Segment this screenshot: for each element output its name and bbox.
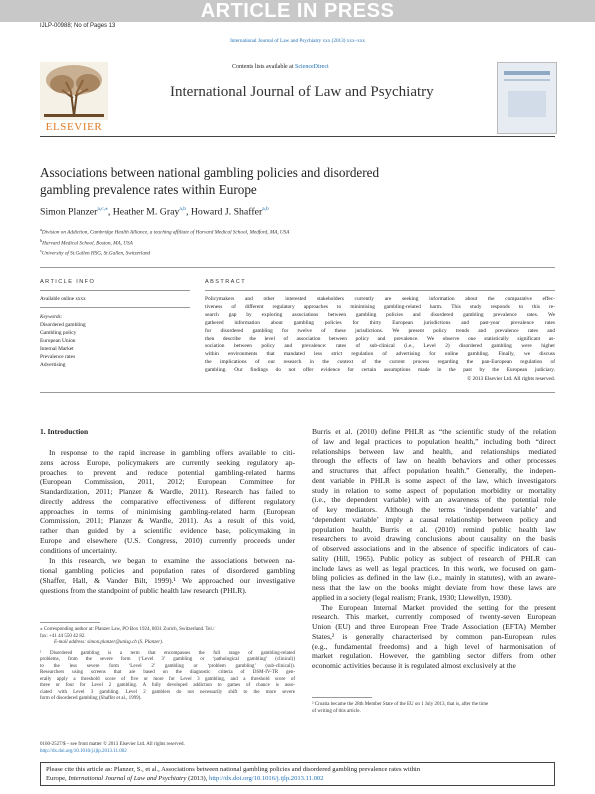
- footnotes-right: [312, 702, 556, 715]
- divider: [205, 290, 555, 291]
- author-affiliation-marks: a,b: [262, 206, 269, 212]
- journal-cover-thumbnail: [497, 62, 557, 134]
- affiliation-text: Division on Addiction, Cambridge Health Alliance, a teaching affiliate of Harvard Medical School, Medford, MA, USA: [41, 229, 290, 236]
- footnote-line: of writing of this article.: [312, 708, 361, 714]
- affiliation-mark: b: [40, 237, 43, 243]
- footnote-line: problems, from the severe form (‘Level 3’ gambling or ‘pathological gambling’ (clinical)): [40, 657, 295, 662]
- keyword-item: Disordered gambling: [40, 322, 86, 328]
- keywords-list: [40, 321, 86, 370]
- author-affiliation-marks: a,c,⁎: [97, 206, 108, 212]
- text-line: In response to the rapid increase in gambling offers available to citi-: [49, 448, 295, 457]
- keyword-item: Internal Market: [40, 346, 74, 353]
- text-line: population health, Burris et al. (2010) remind public health law: [312, 524, 556, 534]
- text-line: applied in a society (legal realism; Frank, 1930; Llewellyn, 1930).: [312, 592, 512, 602]
- text-line: include laws as well as legal practices. In this work, we focused on gam-: [312, 563, 556, 573]
- author-name: Heather M. Gray: [112, 206, 180, 218]
- affiliations: [40, 226, 289, 258]
- text-line: Europe and elsewhere (U.S. Congress, 2010) currently proceeds under: [40, 535, 295, 545]
- abstract-heading: ABSTRACT: [205, 279, 247, 285]
- text-line: dent variable in PHLR is some aspect of the law, which investigators: [312, 475, 556, 485]
- article-title: Associations between national gambling policies and disordered gambling prevalence rates within Europe: [40, 165, 380, 197]
- abstract-line: within environments that mandated less strict regulation of advertising for online gambling. Finally, we discuss: [205, 351, 555, 358]
- footnote-rule: [312, 697, 372, 698]
- intro-right-column: [312, 427, 556, 671]
- text-line: of law and legal practices to population health,” including both “direct: [312, 436, 556, 446]
- text-line: rather than guided by a scientific evidence base, policymaking in: [40, 526, 295, 535]
- text-line: bling policies as defined in the law (i.e., mainly in statutes), with an aware-: [312, 573, 556, 583]
- footnote-line: fax: +41 44 550 42 82.: [40, 633, 86, 639]
- author-name: Simon Planzer: [40, 206, 98, 218]
- abstract-line: gambling. Our findings do not offer evidence for certain assumptions made in the past by the European judiciary.: [205, 367, 555, 374]
- footnote-rule: [40, 622, 100, 623]
- abstract-line: gathered information about gambling policies for thirty European jurisdictions and past-year prevalence rates: [205, 319, 555, 326]
- affiliation-text: Harvard Medical School, Boston, MA, USA: [42, 240, 133, 247]
- footnote-line: ² Croatia became the 28th Member State of the EU on 1 July 2013, that is, after the time: [312, 702, 489, 707]
- footnote-line: ciated with Level 3 gambling. Level 2 gamblers do not necessarily shift to the more severe: [40, 689, 295, 695]
- author-affiliation-marks: a,b: [179, 206, 186, 212]
- text-line: directly address the comparative effectiveness of different regulatory: [40, 496, 295, 506]
- abstract-line: then describe the level of association between policy and prevalence. We observe one statistically significant as-: [205, 335, 555, 342]
- keywords-label: Keywords:: [40, 314, 63, 320]
- author-list: [40, 206, 269, 217]
- text-line: (Shaffer, Hall, & Vander Bilt, 1999).¹ We approached our investigative: [40, 575, 295, 585]
- text-line: tional gambling policies and population rates of disordered gambling: [40, 566, 295, 575]
- text-line: of key mediators. Although the terms ‘independent variable’ and: [312, 505, 556, 514]
- divider: [40, 290, 190, 291]
- text-line: (European Commission, 2011, 2012; European Committee for: [40, 477, 295, 487]
- text-line: Standardization, 2011; Planzer & Wardle, 2011). Research has failed to: [40, 487, 295, 496]
- section-heading-introduction: 1. Introduction: [40, 427, 89, 436]
- keyword-item: Gambling policy: [40, 330, 77, 337]
- footnote-line: ⁎ Corresponding author at: Planzer Law, PO Box 1924, 8031 Zurich, Switzerland. Tel./: [40, 627, 215, 632]
- divider: [40, 267, 555, 268]
- contents-line: Contents lists available at ScienceDirect: [232, 64, 329, 70]
- footnote-line: ¹ Disordered gambling is a term that encompasses the full range of gambling-related: [40, 650, 295, 656]
- text-line: sality (Hill, 1965). Public policy as subject of research of PHLR can: [312, 553, 556, 563]
- footnote-line: E-mail address: simon.planzer@unisg.ch (S. Planzer).: [54, 640, 164, 645]
- text-line: questions from the standpoint of public health law research (PHLR).: [40, 585, 247, 595]
- abstract-line: Policymakers and other interested stakeholders currently are seeking information about the comparative effec-: [205, 296, 555, 302]
- author-name: Howard J. Shaffer: [190, 206, 263, 218]
- affiliation-mark: c: [40, 248, 42, 254]
- text-line: proaches to prevent and reduce potential gambling-related harms: [40, 467, 295, 477]
- text-line: In this research, we began to examine the associations between na-: [49, 556, 295, 566]
- text-line: (e.g., fundamental freedoms) and a high level of harmonisation of: [312, 641, 556, 651]
- text-line: The European Internal Market provided the setting for the present: [321, 602, 556, 612]
- text-line: conditions of uncertainty.: [40, 545, 117, 555]
- divider: [40, 307, 190, 308]
- affiliation-mark: a: [40, 227, 42, 232]
- text-line: and structures that affect population health.” Generally, the indepen-: [312, 466, 556, 475]
- footnote-line: Researchers using screens that are based on the diagnostic criteria of DSM-IV-TR gen-: [40, 670, 295, 675]
- doi-link[interactable]: http://dx.doi.org/10.1016/j.ijlp.2013.11.002: [40, 749, 127, 754]
- sciencedirect-link[interactable]: ScienceDirect: [295, 64, 329, 70]
- abstract-line: tiveness of different regulatory approaches to minimising gambling-related harm. This study responds to this re-: [205, 303, 555, 310]
- footnote-line: to the less severe form ‘Level 2’ gambling or ‘problem gambling’ (sub-clinical)).: [40, 663, 295, 669]
- issn-line: 0160-2527/$ – see front matter © 2013 Elsevier Ltd. All rights reserved.: [40, 742, 185, 747]
- text-line: of observed associations and in the absence of specific indicators of cau-: [312, 544, 556, 553]
- text-line: Commission, 2011; Planzer & Wardle, 2011). As a result of this void,: [40, 516, 295, 526]
- citation-doi-link[interactable]: http://dx.doi.org/10.1016/j.ijlp.2013.11.002: [209, 775, 324, 782]
- elsevier-wordmark: ELSEVIER: [45, 121, 103, 133]
- article-info-heading: ARTICLE INFO: [40, 279, 96, 285]
- author-separator: ,: [107, 206, 113, 218]
- keyword-item: European Union: [40, 338, 76, 345]
- text-line: (i.e., the dependent variable) with an awareness of the potential role: [312, 495, 556, 505]
- abstract-line: for disordered gambling for twelve of these jurisdictions. We present policy trends and prevalence rates and: [205, 327, 555, 334]
- available-online: Available online xxxx: [40, 296, 86, 302]
- text-line: through the effects of law on health behaviors and other processes: [312, 456, 556, 466]
- text-line: ‘dependent variable’ imply a causal relationship between policy and: [312, 514, 556, 524]
- text-line: Union (EU) and three European Free Trade Association (EFTA) Member: [312, 622, 556, 631]
- text-line: approaches in terms of minimising gambling-related harm (European: [40, 506, 295, 516]
- text-line: zens across Europe, policymakers are currently seeking regulatory ap-: [40, 457, 295, 467]
- footnote-line: form of disordered gambling (Shaffer et al., 1999).: [40, 696, 142, 701]
- keyword-item: Prevalence rates: [40, 354, 76, 361]
- journal-citation-line[interactable]: International Journal of Law and Psychiatry xxx (2013) xxx–xxx: [230, 38, 365, 44]
- text-line: researchers to avoid drawing conclusions about causality on the basis: [312, 534, 556, 544]
- keyword-item: Advertising: [40, 362, 66, 369]
- text-line: market regulation. However, the gambling sector differs from other: [312, 651, 556, 661]
- banner-text: ARTICLE IN PRESS: [200, 0, 395, 22]
- author-separator: ,: [185, 206, 191, 218]
- text-line: ness that the law on the books might deviate from how these laws are: [312, 583, 556, 592]
- text-line: relationships between law and health, and relationships mediated: [312, 446, 556, 456]
- text-line: Burris et al. (2010) define PHLR as “the scientific study of the relation: [312, 427, 556, 436]
- abstract-line: sociation between policy and prevalence: rates of sub-clinical (i.e., Level 2) disordered gambling were higher: [205, 343, 555, 350]
- affiliation-text: University of St.Gallen HSG, St.Gallen, Switzerland: [41, 251, 151, 258]
- citation-box: Please cite this article as: Planzer, S., et al., Associations between national gambling policies and disordered gambling prevalence rates within Europe, International Journal of Law and Psychiatry (2013), http://dx.doi.org/10.1016/j.ijlp.2013.11.002: [40, 762, 555, 786]
- manuscript-ref: IJLP-00988; No of Pages 13: [40, 23, 116, 29]
- intro-left-column: [40, 448, 295, 595]
- divider: [40, 392, 555, 393]
- footnotes-left: [40, 627, 295, 703]
- affiliation-item: [40, 247, 289, 258]
- text-line: States,² is generally characterised by common pan-European rules: [312, 631, 556, 641]
- footnote-line: erally apply a threshold score of five or more for Level 3 gambling, and a threshold score of: [40, 676, 295, 682]
- text-line: research. This market, currently composed of twenty-seven European: [312, 612, 556, 622]
- abstract-copyright: © 2013 Elsevier Ltd. All rights reserved.: [467, 376, 555, 382]
- abstract-line: the implications of our research in the context of the current process regarding the pan-European regulation of: [205, 359, 555, 366]
- affiliation-item: [40, 226, 289, 237]
- abstract-text: [205, 296, 555, 375]
- text-line: study in relation to some aspect of population morbidity or mortality: [312, 485, 556, 495]
- abstract-line: search gap by exploring associations between gambling policies and disordered gambling prevalence rates. We: [205, 311, 555, 318]
- journal-name: International Journal of Law and Psychiatry: [170, 84, 434, 100]
- text-line: economic activities because it is regulated almost exclusively at the: [312, 661, 516, 670]
- affiliation-item: [40, 237, 289, 248]
- footnote-line: three or four for Level 2 gambling. A fully developed addiction to games of chance is asso-: [40, 683, 295, 688]
- header-rule: [40, 136, 555, 137]
- elsevier-tree-logo: [40, 62, 108, 120]
